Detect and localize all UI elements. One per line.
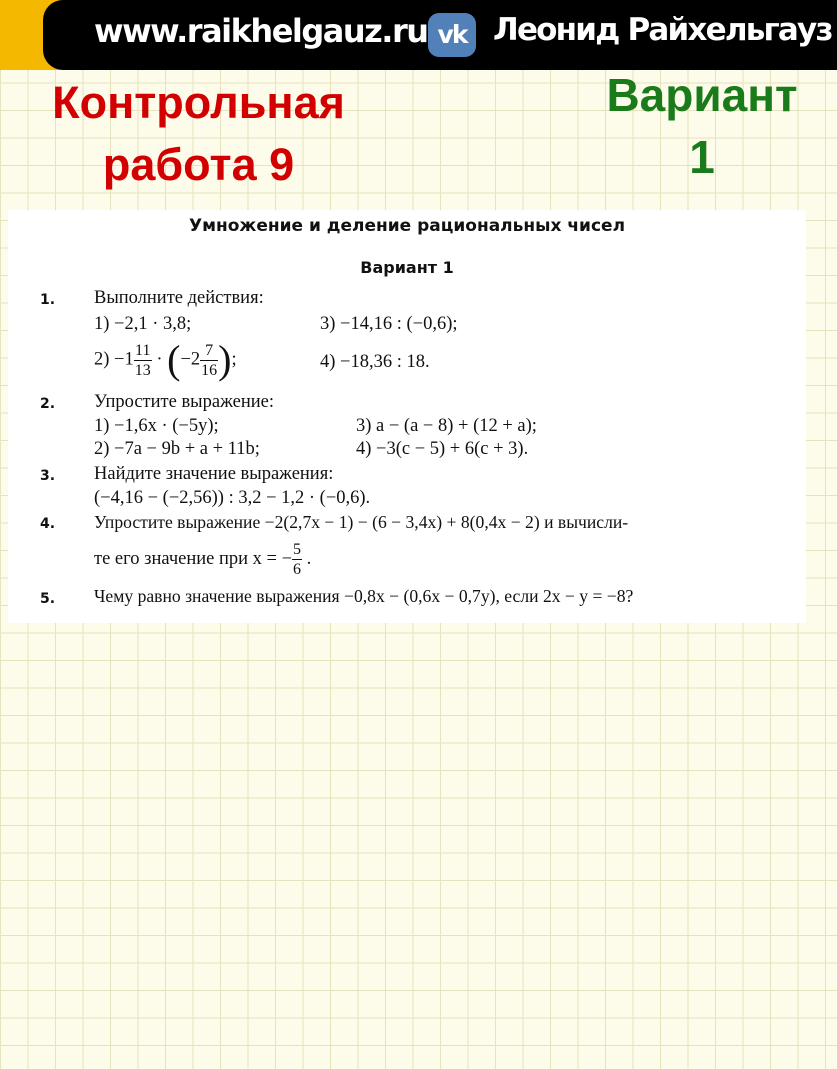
- period: .: [306, 548, 312, 569]
- worksheet: [8, 210, 806, 623]
- worksheet-variant: Вариант 1: [360, 258, 454, 277]
- task-2-number: 2.: [40, 396, 56, 412]
- fraction-7-16: [200, 341, 218, 380]
- worksheet-heading: Умножение и деление рациональных чисел: [188, 216, 626, 236]
- fraction-denominator: 16: [201, 361, 218, 379]
- fraction-numerator: 11: [135, 341, 151, 359]
- fraction-denominator: 13: [134, 361, 151, 379]
- close-paren: ): [218, 337, 232, 382]
- test-title-line1: Контрольная: [52, 77, 345, 128]
- fraction-numerator: 5: [293, 541, 302, 558]
- vk-icon[interactable]: vk: [428, 13, 476, 57]
- task-2-item-2: 2) −7a − 9b + a + 11b;: [94, 439, 260, 459]
- task-2-text: Упростите выражение:: [94, 392, 274, 412]
- fraction-5-6: [292, 540, 302, 579]
- task-1-item-4: 4) −18,36 : 18.: [320, 352, 430, 372]
- fraction-numerator: 7: [200, 341, 218, 361]
- task-1-number: 1.: [40, 292, 56, 308]
- task-5-text: Чему равно значение выражения −0,8x − (0,6x − 0,7y), если 2x − y = −8?: [94, 586, 634, 606]
- variant-title-line2: 1: [689, 131, 715, 183]
- variant-title-line1: Вариант: [606, 69, 798, 121]
- site-url[interactable]: www.raikhelgauz.ru: [94, 12, 428, 50]
- minus-two: −2: [180, 349, 201, 370]
- header-tab-decoration: [0, 0, 62, 70]
- task-4-cont-text: те его значение при x = −: [94, 548, 293, 569]
- task-1-item-2-prefix: 2) −1: [94, 349, 134, 370]
- semicolon: ;: [231, 349, 237, 370]
- task-2-item-1: 1) −1,6x · (−5y);: [94, 416, 219, 436]
- header-bar: [0, 0, 837, 70]
- task-4-continuation: [94, 540, 311, 579]
- task-1-item-3: 3) −14,16 : (−0,6);: [320, 314, 458, 334]
- fraction-11-13: [134, 341, 152, 380]
- task-1-item-2: [94, 337, 237, 382]
- fraction-denominator: 6: [293, 561, 302, 578]
- task-5-number: 5.: [40, 591, 56, 607]
- test-title: [26, 72, 371, 196]
- task-1-item-1: 1) −2,1 · 3,8;: [94, 314, 192, 334]
- task-1-text: Выполните действия:: [94, 288, 264, 308]
- author-name: Леонид Райхельгауз: [493, 12, 832, 48]
- task-2-item-3: 3) a − (a − 8) + (12 + a);: [356, 416, 537, 436]
- test-title-line2: работа 9: [102, 139, 295, 190]
- multiply-dot: ·: [156, 349, 163, 370]
- task-3-expression: (−4,16 − (−2,56)) : 3,2 − 1,2 · (−0,6).: [94, 488, 371, 508]
- task-3-number: 3.: [40, 468, 56, 484]
- task-3-text: Найдите значение выражения:: [94, 464, 334, 484]
- open-paren: (: [167, 337, 181, 382]
- task-2-item-4: 4) −3(c − 5) + 6(c + 3).: [356, 439, 529, 459]
- variant-title: [588, 64, 816, 188]
- task-4-text: Упростите выражение −2(2,7x − 1) − (6 − 3,4x) + 8(0,4x − 2) и вычисли-: [94, 512, 629, 532]
- task-4-number: 4.: [40, 516, 56, 532]
